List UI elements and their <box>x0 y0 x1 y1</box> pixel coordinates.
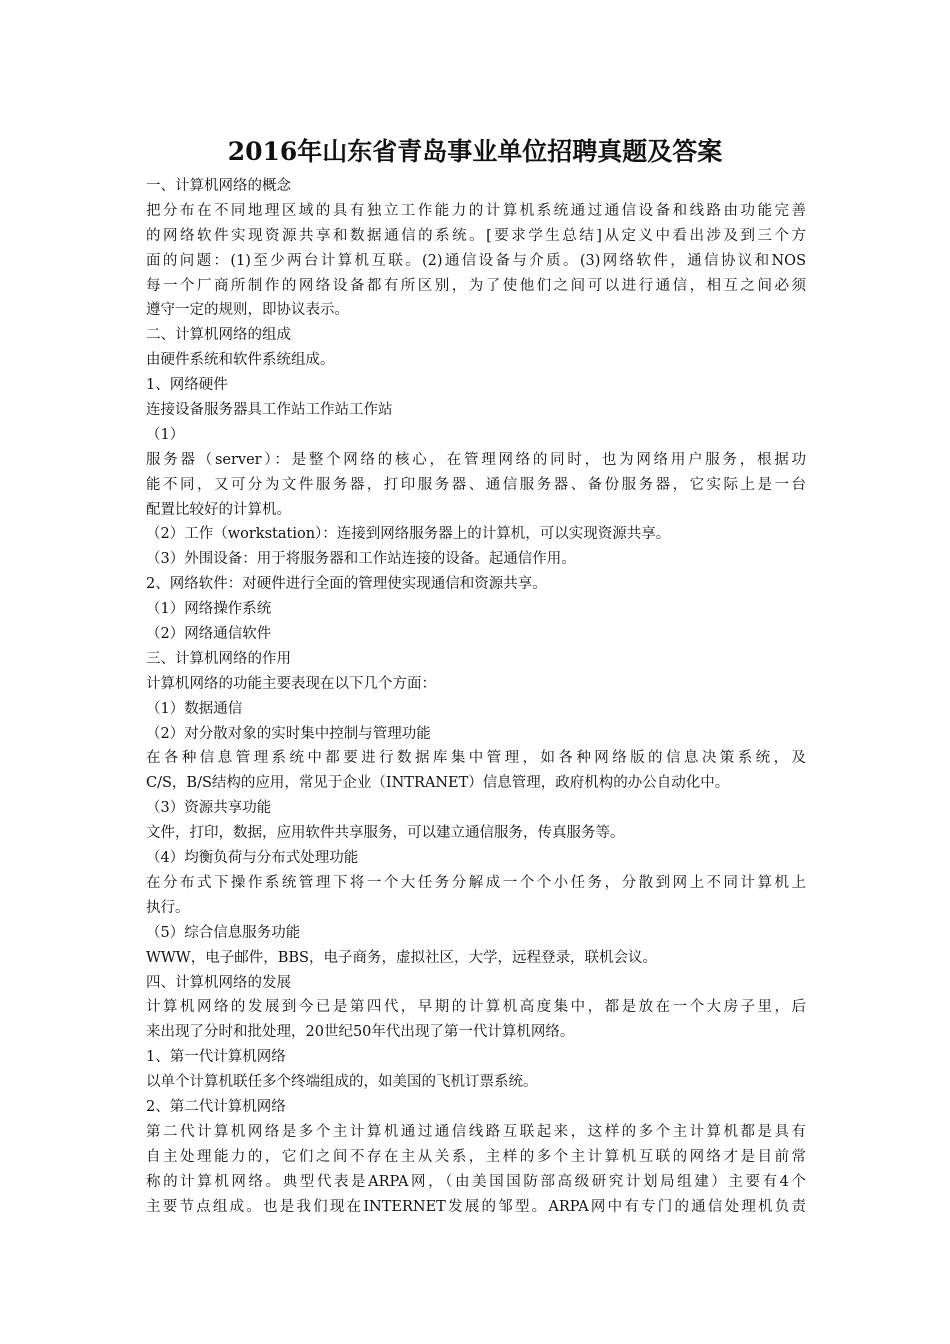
paragraph-line: 称的计算机网络。典型代表是ARPA网，（由美国国防部高级研究计划局组建）主要有4个 <box>146 1173 806 1190</box>
paragraph-line: 主要节点组成。也是我们现在INTERNET发展的邹型。ARPA网中有专门的通信处理机负责 <box>146 1198 806 1215</box>
subsection-heading: 1、第一代计算机网络 <box>146 1049 286 1066</box>
paragraph-line: 以单个计算机联任多个终端组成的，如美国的飞机订票系统。 <box>146 1074 538 1091</box>
list-item: （4）均衡负荷与分布式处理功能 <box>146 850 359 867</box>
list-item: （3）外围设备：用于将服务器和工作站连接的设备。起通信作用。 <box>146 551 576 568</box>
section-heading: 一、计算机网络的概念 <box>146 178 291 194</box>
paragraph-line: 把分布在不同地理区域的具有独立工作能力的计算机系统通过通信设备和线路由功能完善 <box>146 202 806 219</box>
paragraph-line: 自主处理能力的，它们之间不存在主从关系，主样的多个主计算机互联的网络才是目前常 <box>146 1148 806 1165</box>
paragraph-line: 遵守一定的规则，即协议表示。 <box>146 302 349 319</box>
list-item: （2）工作（workstation）：连接到网络服务器上的计算机，可以实现资源共享。 <box>146 526 671 543</box>
paragraph-line: 在分布式下操作系统管理下将一个大任务分解成一个个小任务，分散到网上不同计算机上 <box>146 874 806 891</box>
paragraph-line: 执行。 <box>146 899 190 916</box>
list-item: （2）网络通信软件 <box>146 626 272 643</box>
paragraph-line: 计算机网络的功能主要表现在以下几个方面： <box>146 675 436 692</box>
section-heading: 二、计算机网络的组成 <box>146 327 291 344</box>
paragraph-line: 每一个厂商所制作的网络设备都有所区别，为了使他们之间可以进行通信，相互之间必须 <box>146 277 806 294</box>
paragraph-line: 能不同，又可分为文件服务器，打印服务器、通信服务器、备份服务器，它实际上是一台 <box>146 476 806 493</box>
paragraph-line: 的网络软件实现资源共享和数据通信的系统。[要求学生总结]从定义中看出涉及到三个方 <box>146 227 806 244</box>
paragraph-line: 配置比较好的计算机。 <box>146 501 291 518</box>
list-item: （5）综合信息服务功能 <box>146 924 301 941</box>
paragraph-line: 连接设备服务器具工作站工作站工作站 <box>146 402 393 419</box>
paragraph-line: C/S，B/S结构的应用，常见于企业（INTRANET）信息管理，政府机构的办公自动化中。 <box>146 775 730 792</box>
list-item: （1） <box>146 426 185 443</box>
document-title: 2016年山东省青岛事业单位招聘真题及答案 <box>227 137 723 166</box>
paragraph-line: 由硬件系统和软件系统组成。 <box>146 352 335 369</box>
subsection-heading: 2、网络软件：对硬件进行全面的管理使实现通信和资源共享。 <box>146 576 547 593</box>
paragraph-line: 服务器（server）：是整个网络的核心，在管理网络的同时，也为网络用户服务，根据功 <box>146 451 806 468</box>
paragraph-line: 在各种信息管理系统中都要进行数据库集中管理，如各种网络版的信息决策系统，及 <box>146 750 806 767</box>
paragraph-line: 来出现了分时和批处理，20世纪50年代出现了第一代计算机网络。 <box>146 1024 575 1041</box>
subsection-heading: 1、网络硬件 <box>146 377 228 394</box>
paragraph-line: 面的问题：(1)至少两台计算机互联。(2)通信设备与介质。(3)网络软件，通信协议和NOS <box>146 252 806 269</box>
list-item: （3）资源共享功能 <box>146 800 272 817</box>
list-item: （1）网络操作系统 <box>146 601 272 618</box>
list-item: （1）数据通信 <box>146 700 243 717</box>
paragraph-line: 计算机网络的发展到今已是第四代，早期的计算机高度集中，都是放在一个大房子里，后 <box>146 999 806 1016</box>
paragraph-line: WWW，电子邮件，BBS，电子商务，虚拟社区，大学，远程登录，联机会议。 <box>146 949 657 966</box>
section-heading: 四、计算机网络的发展 <box>146 974 291 991</box>
section-heading: 三、计算机网络的作用 <box>146 650 291 667</box>
list-item: （2）对分散对象的实时集中控制与管理功能 <box>146 725 431 742</box>
document-body <box>146 174 806 1219</box>
subsection-heading: 2、第二代计算机网络 <box>146 1098 286 1115</box>
paragraph-line: 文件，打印，数据，应用软件共享服务，可以建立通信服务，传真服务等。 <box>146 825 625 842</box>
paragraph-line: 第二代计算机网络是多个主计算机通过通信线路互联起来，这样的多个主计算机都是具有 <box>146 1123 806 1140</box>
